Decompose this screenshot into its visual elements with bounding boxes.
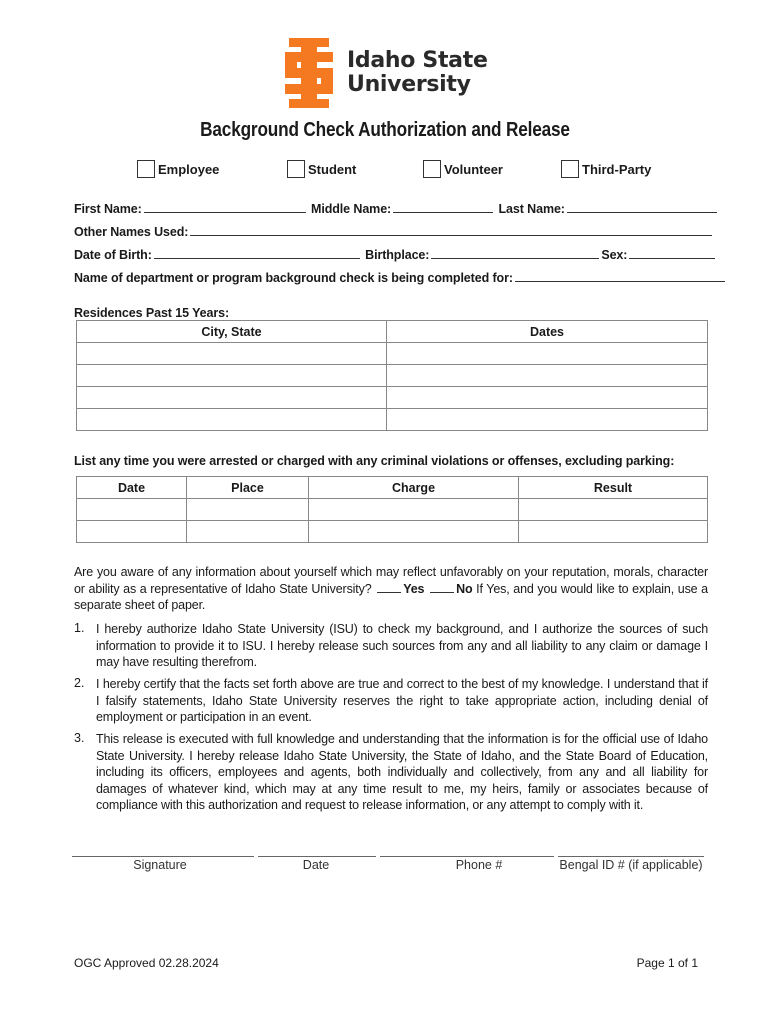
arrests-table xyxy=(76,476,708,543)
clause-text: This release is executed with full knowledge and understanding that the information is for the official use of Idaho State University. I hereby release Idaho State University, the State of Idaho, and the State Board of Education, including its officers, employees and agents, both individually and collectively, from any and all liability for damages of whatever kind, which may at any time result to me, my heirs, family or associates because of compliance with this authorization and request to release information, or any attempt to comply with it. xyxy=(96,732,708,812)
role-student[interactable] xyxy=(287,160,356,178)
checkbox-employee[interactable] xyxy=(137,160,155,178)
column-header: Charge xyxy=(309,477,519,499)
residences-table xyxy=(76,320,708,431)
first-name-label: First Name: xyxy=(74,202,142,216)
dob-field[interactable] xyxy=(154,247,360,259)
table-cell[interactable] xyxy=(387,387,708,409)
yes-label: Yes xyxy=(403,581,425,596)
table-row xyxy=(77,343,708,365)
last-name-field[interactable] xyxy=(567,201,717,213)
table-cell[interactable] xyxy=(77,409,387,431)
table-row xyxy=(77,499,708,521)
table-cell[interactable] xyxy=(77,365,387,387)
table-cell[interactable] xyxy=(309,499,519,521)
no-label: No xyxy=(456,581,473,596)
page-title: Background Check Authorization and Release xyxy=(200,119,570,141)
arrests-heading: List any time you were arrested or charged with any criminal violations or offenses, excluding parking: xyxy=(74,454,675,468)
table-cell[interactable] xyxy=(387,365,708,387)
logo-wordmark xyxy=(347,49,488,97)
signature-label: Signature xyxy=(133,858,187,872)
other-names-field[interactable] xyxy=(190,224,712,236)
other-names-line xyxy=(74,224,714,239)
page-number: Page 1 of 1 xyxy=(636,956,698,970)
column-header: Result xyxy=(519,477,708,499)
table-cell[interactable] xyxy=(77,387,387,409)
table-row xyxy=(77,409,708,431)
clause-number: 1. xyxy=(74,621,85,635)
question-followup: If Yes, and you would like to explain, use a separate sheet of paper. xyxy=(74,581,708,612)
checkbox-volunteer[interactable] xyxy=(423,160,441,178)
role-third-party[interactable] xyxy=(561,160,651,178)
question-text: Are you aware of any information about yourself which may reflect unfavorably on your reputation, morals, character or ability as a representative of Idaho State University? xyxy=(74,565,708,596)
column-header: Date xyxy=(77,477,187,499)
department-line xyxy=(74,270,727,285)
sex-field[interactable] xyxy=(629,247,715,259)
role-label: Employee xyxy=(158,161,220,177)
clause-text: I hereby authorize Idaho State University (ISU) to check my background, and I authorize the sources of such information to provide it to ISU. I hereby release such sources from any and all liability to any claim or damage I may have resulting therefrom. xyxy=(96,622,708,669)
role-volunteer[interactable] xyxy=(423,160,503,178)
birthplace-label: Birthplace: xyxy=(365,248,430,262)
role-label: Third-Party xyxy=(582,161,652,177)
phone-line[interactable] xyxy=(380,856,554,857)
other-names-label: Other Names Used: xyxy=(74,225,189,239)
bengal-id-label: Bengal ID # (if applicable) xyxy=(559,858,703,872)
role-checkboxes xyxy=(0,160,770,184)
table-cell[interactable] xyxy=(187,521,309,543)
logo-line1: Idaho State xyxy=(347,48,488,73)
isu-logo xyxy=(285,38,488,108)
table-cell[interactable] xyxy=(77,521,187,543)
clause-text: I hereby certify that the facts set forth above are true and correct to the best of my knowledge. I understand that if I falsify statements, Idaho State University reserves the right to take appropriate action, including denial of employment or participation in an event. xyxy=(96,677,708,724)
dob-label: Date of Birth: xyxy=(74,248,152,262)
clause-number: 3. xyxy=(74,731,85,745)
checkbox-student[interactable] xyxy=(287,160,305,178)
residences-heading: Residences Past 15 Years: xyxy=(74,306,230,320)
footer-approval: OGC Approved 02.28.2024 xyxy=(74,956,219,970)
middle-name-field[interactable] xyxy=(393,201,493,213)
table-cell[interactable] xyxy=(519,499,708,521)
table-row xyxy=(77,387,708,409)
signature-line[interactable] xyxy=(72,856,254,857)
isu-logo-icon xyxy=(285,38,333,108)
table-row xyxy=(77,521,708,543)
column-header: Place xyxy=(187,477,309,499)
logo-line2: University xyxy=(347,72,471,97)
disclosure-question xyxy=(74,564,708,614)
first-name-field[interactable] xyxy=(144,201,306,213)
date-label: Date xyxy=(302,858,330,872)
yes-field[interactable] xyxy=(377,581,401,593)
clause-number: 2. xyxy=(74,676,85,690)
birth-line xyxy=(74,247,717,262)
sex-label: Sex: xyxy=(601,248,628,262)
role-employee[interactable] xyxy=(137,160,219,178)
table-cell[interactable] xyxy=(387,409,708,431)
department-label: Name of department or program background check is being completed for: xyxy=(74,271,513,285)
table-cell[interactable] xyxy=(77,343,387,365)
middle-name-label: Middle Name: xyxy=(311,202,392,216)
checkbox-third-party[interactable] xyxy=(561,160,579,178)
phone-label: Phone # xyxy=(455,858,503,872)
department-field[interactable] xyxy=(515,270,725,282)
bengal-id-line[interactable] xyxy=(558,856,704,857)
last-name-label: Last Name: xyxy=(498,202,565,216)
name-line xyxy=(74,201,719,216)
table-cell[interactable] xyxy=(387,343,708,365)
role-label: Student xyxy=(308,161,357,177)
role-label: Volunteer xyxy=(444,161,503,177)
table-cell[interactable] xyxy=(309,521,519,543)
table-cell[interactable] xyxy=(187,499,309,521)
table-cell[interactable] xyxy=(519,521,708,543)
no-field[interactable] xyxy=(430,581,454,593)
column-header: Dates xyxy=(387,321,708,343)
date-line[interactable] xyxy=(258,856,376,857)
table-row xyxy=(77,365,708,387)
birthplace-field[interactable] xyxy=(431,247,599,259)
column-header: City, State xyxy=(77,321,387,343)
table-cell[interactable] xyxy=(77,499,187,521)
